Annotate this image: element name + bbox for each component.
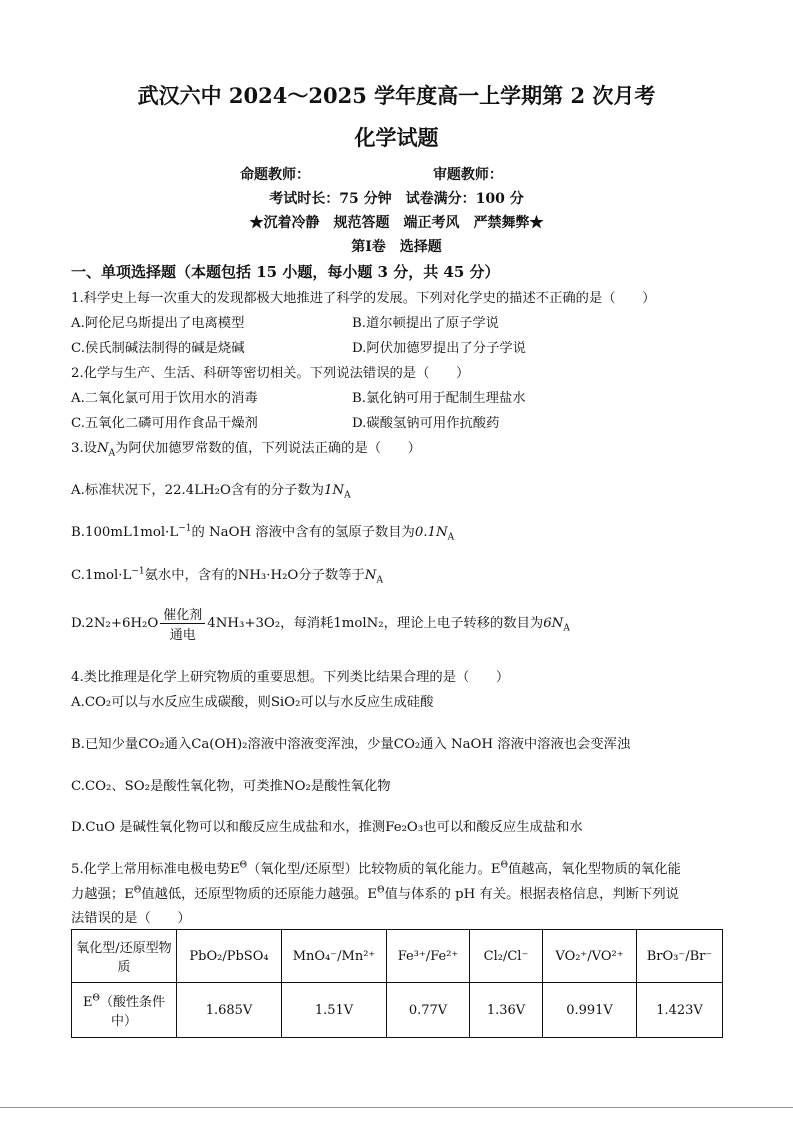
teachers-line xyxy=(0,164,793,184)
electrode-potential-table xyxy=(71,929,723,1038)
q4-option-c: C.CO₂、SO₂是酸性氧化物，可类推NO₂是酸性氧化物 xyxy=(71,779,391,794)
volume-title: 第Ⅰ卷 选择题 xyxy=(351,239,442,255)
exam-title: 武汉六中 2024～2025 学年度高一上学期第 2 次月考 xyxy=(137,83,656,108)
q1-stem: 1.科学史上每一次重大的发现都极大地推进了科学的发展。下列对化学史的描述不正确的是（ ） xyxy=(71,291,656,306)
q4-option-a: A.CO₂可以与水反应生成碳酸，则SiO₂可以与水反应生成硅酸 xyxy=(71,695,434,710)
value-cell: 1.36V xyxy=(470,983,543,1038)
page-bottom-divider xyxy=(0,1107,793,1108)
q3-option-b: $B.100mL1mol\cdot L^{-1}$的 NaOH 溶液中含有的氢原子数目为$0.1N_A$ xyxy=(71,523,455,543)
table-value-row xyxy=(72,983,723,1038)
value-cell: 1.685V xyxy=(177,983,282,1038)
q2-option-d: D.碳酸氢钠可用作抗酸药 xyxy=(352,416,500,431)
q2-stem: 2.化学与生产、生活、科研等密切相关。下列说法错误的是（ ） xyxy=(71,366,470,381)
q5-stem-line3: 法错误的是（ ） xyxy=(71,911,191,926)
q2-option-c: C.五氧化二磷可用作食品干燥剂 xyxy=(71,416,258,431)
q1-option-d: D.阿伏加德罗提出了分子学说 xyxy=(352,341,526,356)
exam-info: 考试时长：75 分钟 试卷满分：100 分 xyxy=(269,191,524,207)
subject-title: 化学试题 xyxy=(354,125,439,150)
q5-stem-line1: 5.化学上常用标准电极电势$E^\Theta$（氧化型/还原型）比较物质的氧化能力。$E^\Theta$值越高，氧化型物质的氧化能 xyxy=(71,860,681,877)
q3-stem: 3.设$N_A$为阿伏加德罗常数的值，下列说法正确的是（ ） xyxy=(71,441,421,459)
header-label-cell: 氧化型/还原型物质 xyxy=(72,930,177,983)
q4-stem: 4.类比推理是化学上研究物质的重要思想。下列类比结果合理的是（ ） xyxy=(71,670,510,685)
value-cell: 1.423V xyxy=(637,983,723,1038)
row-label-cell: $E^\Theta$（酸性条件中） xyxy=(72,983,177,1038)
q2-option-b: B.氯化钠可用于配制生理盐水 xyxy=(352,391,526,406)
table-header-row xyxy=(72,930,723,983)
couple-cell: Fe³⁺/Fe²⁺ xyxy=(387,930,470,983)
q2-option-a: A.二氧化氯可用于饮用水的消毒 xyxy=(71,391,258,406)
couple-cell: BrO₃⁻/Br⁻ xyxy=(637,930,723,983)
q1-option-a: A.阿伦尼乌斯提出了电离模型 xyxy=(71,316,245,331)
reviewer-label: 审题教师： xyxy=(432,167,503,183)
q3-option-c: $C.1mol\cdot L^{-1}$氨水中，含有的NH₃·H₂O分子数等于$N_A$ xyxy=(71,566,383,586)
exam-motto: ★沉着冷静 规范答题 端正考风 严禁舞弊★ xyxy=(249,215,544,231)
couple-cell: PbO₂/PbSO₄ xyxy=(177,930,282,983)
q4-option-b: B.已知少量CO₂通入Ca(OH)₂溶液中溶液变浑浊，少量CO₂通入 NaOH 溶液中溶液也会变浑浊 xyxy=(71,737,631,752)
setter-label: 命题教师： xyxy=(240,167,311,183)
na-symbol: N xyxy=(96,441,109,456)
q1-option-c: C.侯氏制碱法制得的碱是烧碱 xyxy=(71,341,245,356)
value-cell: 0.991V xyxy=(543,983,637,1038)
q3-option-d: D.2N₂+6H₂O $\frac{\text{催化剂}}{\text{通电}}$ 4NH₃+3O₂，每消耗1molN₂，理论上电子转移的数目为$6N_A$ xyxy=(71,604,570,643)
section-heading: 一、单项选择题（本题包括 15 小题，每小题 3 分，共 45 分） xyxy=(71,263,500,281)
reaction-condition: $\frac{\text{催化剂}}{\text{通电}}$ xyxy=(160,604,205,643)
q4-option-d: D.CuO 是碱性氧化物可以和酸反应生成盐和水，推测Fe₂O₃也可以和酸反应生成盐和水 xyxy=(71,820,583,835)
couple-cell: VO₂⁺/VO²⁺ xyxy=(543,930,637,983)
q5-stem-line2: 力越强；$E^\Theta$值越低，还原型物质的还原能力越强。$E^\Theta$值与体系的 pH 有关。根据表格信息，判断下列说 xyxy=(71,885,679,902)
q1-option-b: B.道尔顿提出了原子学说 xyxy=(352,316,499,331)
couple-cell: Cl₂/Cl⁻ xyxy=(470,930,543,983)
q3-option-a: A.标准状况下，22.4LH₂O含有的分子数为$1N_A$ xyxy=(71,483,351,501)
value-cell: 1.51V xyxy=(282,983,387,1038)
couple-cell: MnO₄⁻/Mn²⁺ xyxy=(282,930,387,983)
value-cell: 0.77V xyxy=(387,983,470,1038)
